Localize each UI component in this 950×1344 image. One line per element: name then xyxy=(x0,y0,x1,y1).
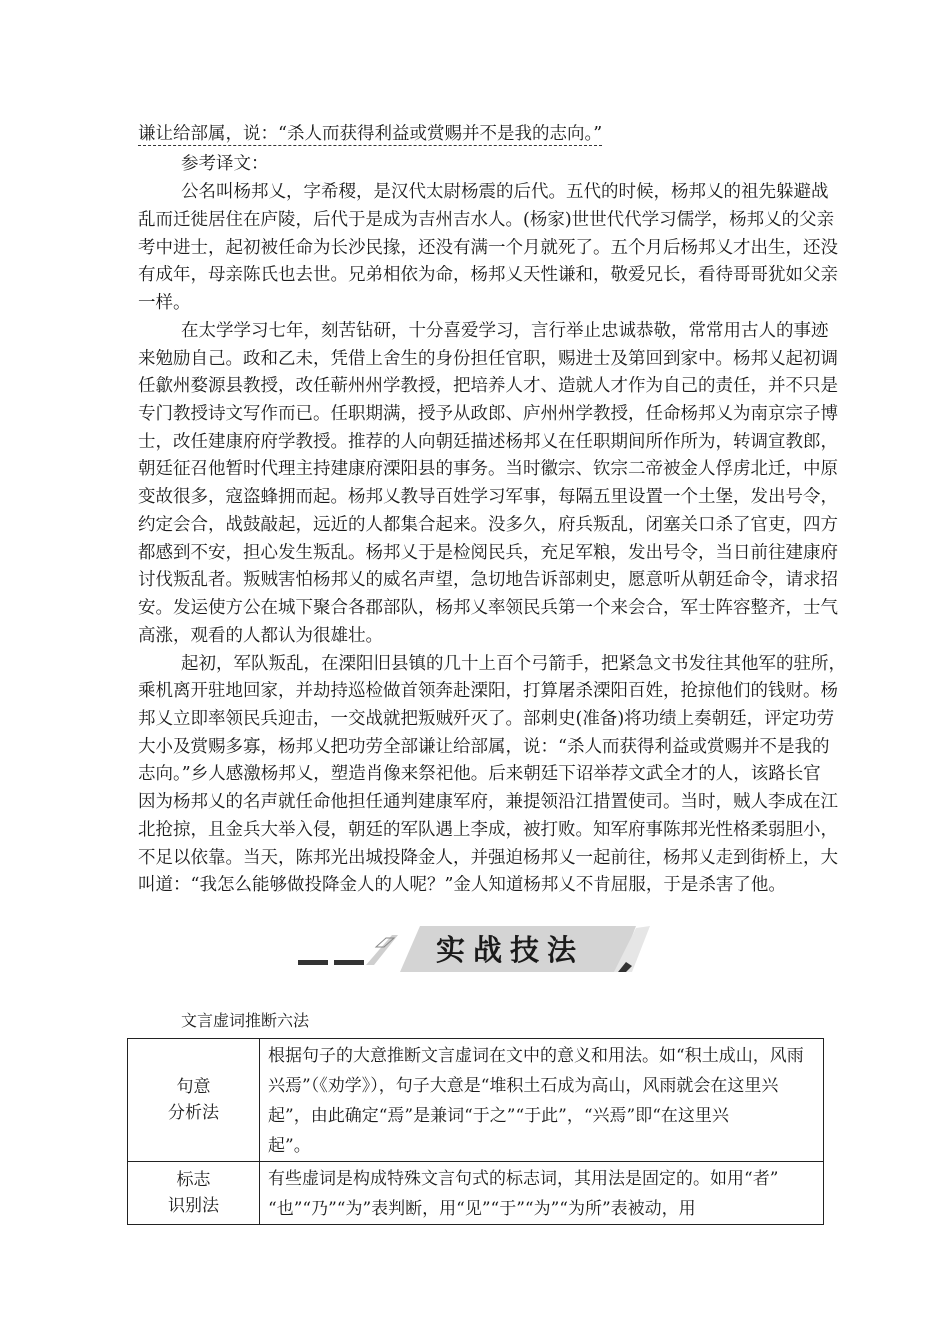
p1-line: 有成年，母亲陈氏也去世。兄弟相依为命，杨邦乂天性谦和，敬爱兄长，看待哥哥犹如父亲 xyxy=(138,265,838,285)
section-banner xyxy=(296,916,656,976)
p2-line: 任歙州婺源县教授，改任蕲州州学教授，把培养人才、造就人才作为自己的责任，并不只是 xyxy=(138,376,838,396)
method-description-cell xyxy=(260,1162,824,1225)
method-description-line: 兴焉”（《劝学》），句子大意是“堆积土石成为高山，风雨就会在这里兴 xyxy=(268,1076,779,1096)
method-name-cell xyxy=(128,1162,260,1225)
p3-line: 志向。”乡人感激杨邦乂，塑造肖像来祭祀他。后来朝廷下诏举荐文武全才的人，该路长官 xyxy=(138,764,821,784)
p2-line: 士，改任建康府府学教授。推荐的人向朝廷描述杨邦乂在任职期间所作所为，转调宣教郎， xyxy=(138,432,838,452)
p1-line: 考中进士，起初被任命为长沙民掾，还没有满一个月就死了。五个月后杨邦乂才出生，还没 xyxy=(138,238,838,258)
table-row xyxy=(128,1039,824,1162)
p2-line: 朝廷征召他暂时代理主持建康府溧阳县的事务。当时徽宗、钦宗二帝被金人俘虏北迁，中原 xyxy=(138,459,838,479)
banner-dash xyxy=(298,960,328,965)
methods-table xyxy=(127,1038,824,1225)
p1-line: 一样。 xyxy=(138,293,191,313)
p2-line: 在太学学习七年，刻苦钻研，十分喜爱学习，言行举止忠诚恭敬，常常用古人的事迹 xyxy=(181,321,829,341)
p3-line: 不足以依靠。当天，陈邦光出城投降金人，并强迫杨邦乂一起前往，杨邦乂走到街桥上，大 xyxy=(138,848,838,868)
method-name-cell xyxy=(128,1039,260,1162)
method-name-line: 标志 xyxy=(176,1170,211,1190)
p2-line: 安。发运使方公在城下聚合各郡部队，杨邦乂率领民兵第一个来会合，军士阵容整齐，士气 xyxy=(138,598,838,618)
p3-line: 北抢掠，且金兵大举入侵，朝廷的军队遇上李成，被打败。知军府事陈邦光性格柔弱胆小， xyxy=(138,820,838,840)
table-caption: 文言虚词推断六法 xyxy=(181,1011,310,1030)
p1-line: 公名叫杨邦乂，字希稷，是汉代太尉杨震的后代。五代的时候，杨邦乂的祖先躲避战 xyxy=(181,182,829,202)
top-line xyxy=(138,121,828,147)
p2-line: 约定会合，战鼓敲起，远近的人都集合起来。没多久，府兵叛乱，闭塞关口杀了官吏，四方 xyxy=(138,515,838,535)
p2-line: 讨伐叛乱者。叛贼害怕杨邦乂的威名声望，急切地告诉部刺史，愿意听从朝廷命令，请求招 xyxy=(138,570,838,590)
p2-line: 高涨，观看的人都认为很雄壮。 xyxy=(138,626,383,646)
top-line-text: 谦让给部属，说：“杀人而获得利益或赏赐并不是我的志向。” xyxy=(138,124,603,144)
method-description-line: 根据句子的大意推断文言虚词在文中的意义和用法。如“积土成山，风雨 xyxy=(268,1046,804,1066)
banner-title: 实战技法 xyxy=(435,933,585,967)
method-description-cell xyxy=(260,1039,824,1162)
method-name-line: 识别法 xyxy=(168,1196,219,1216)
p2-line: 来勉励自己。政和乙未，凭借上舍生的身份担任官职，赐进士及第回到家中。杨邦乂起初调 xyxy=(138,349,838,369)
banner-dash xyxy=(334,960,364,965)
p2-line: 都感到不安，担心发生叛乱。杨邦乂于是检阅民兵，充足军粮，发出号令，当日前往建康府 xyxy=(138,543,838,563)
p3-line: 起初，军队叛乱，在溧阳旧县镇的几十上百个弓箭手，把紧急文书发往其他军的驻所， xyxy=(181,654,846,674)
table-row xyxy=(128,1162,824,1225)
banner-slash-decoration xyxy=(366,935,398,965)
method-name-line: 句意 xyxy=(176,1077,211,1097)
p3-line: 大小及赏赐多寡，杨邦乂把功劳全部谦让给部属，说：“杀人而获得利益或赏赐并不是我的 xyxy=(138,737,830,757)
p2-line: 专门教授诗文写作而已。任职期满，授予从政郎、庐州州学教授，任命杨邦乂为南京宗子博 xyxy=(138,404,838,424)
p3-line: 叫道：“我怎么能够做投降金人的人呢？”金人知道杨邦乂不肯屈服，于是杀害了他。 xyxy=(138,875,786,895)
p3-line: 因为杨邦乂的名声就任命他担任通判建康军府，兼提领沿江措置使司。当时，贼人李成在江 xyxy=(138,792,838,812)
method-description-line: “也”“乃”“为”表判断，用“见”“于”“为”“为所”表被动，用 xyxy=(268,1199,696,1219)
method-description-line: 有些虚词是构成特殊文言句式的标志词，其用法是固定的。如用“者” xyxy=(268,1169,779,1189)
method-name-line: 分析法 xyxy=(168,1103,219,1123)
p3-line: 邦乂立即率领民兵迎击，一交战就把叛贼歼灭了。部刺史(准备)将功绩上奏朝廷，评定功劳 xyxy=(138,709,835,729)
p2-line: 变故很多，寇盗蜂拥而起。杨邦乂教导百姓学习军事，每隔五里设置一个土堡，发出号令， xyxy=(138,487,838,507)
method-description-line: 起”，由此确定“焉”是兼词“于之”“于此”，“兴焉”即“在这里兴 xyxy=(268,1106,729,1126)
method-description-line: 起”。 xyxy=(268,1136,311,1156)
reference-translation-label: 参考译文： xyxy=(181,154,269,174)
p3-line: 乘机离开驻地回家，并劫持巡检做首领奔赴溧阳，打算屠杀溧阳百姓，抢掠他们的钱财。杨 xyxy=(138,681,838,701)
p1-line: 乱而迁徙居住在庐陵，后代于是成为吉州吉水人。(杨家)世世代代学习儒学，杨邦乂的父亲 xyxy=(138,210,835,230)
